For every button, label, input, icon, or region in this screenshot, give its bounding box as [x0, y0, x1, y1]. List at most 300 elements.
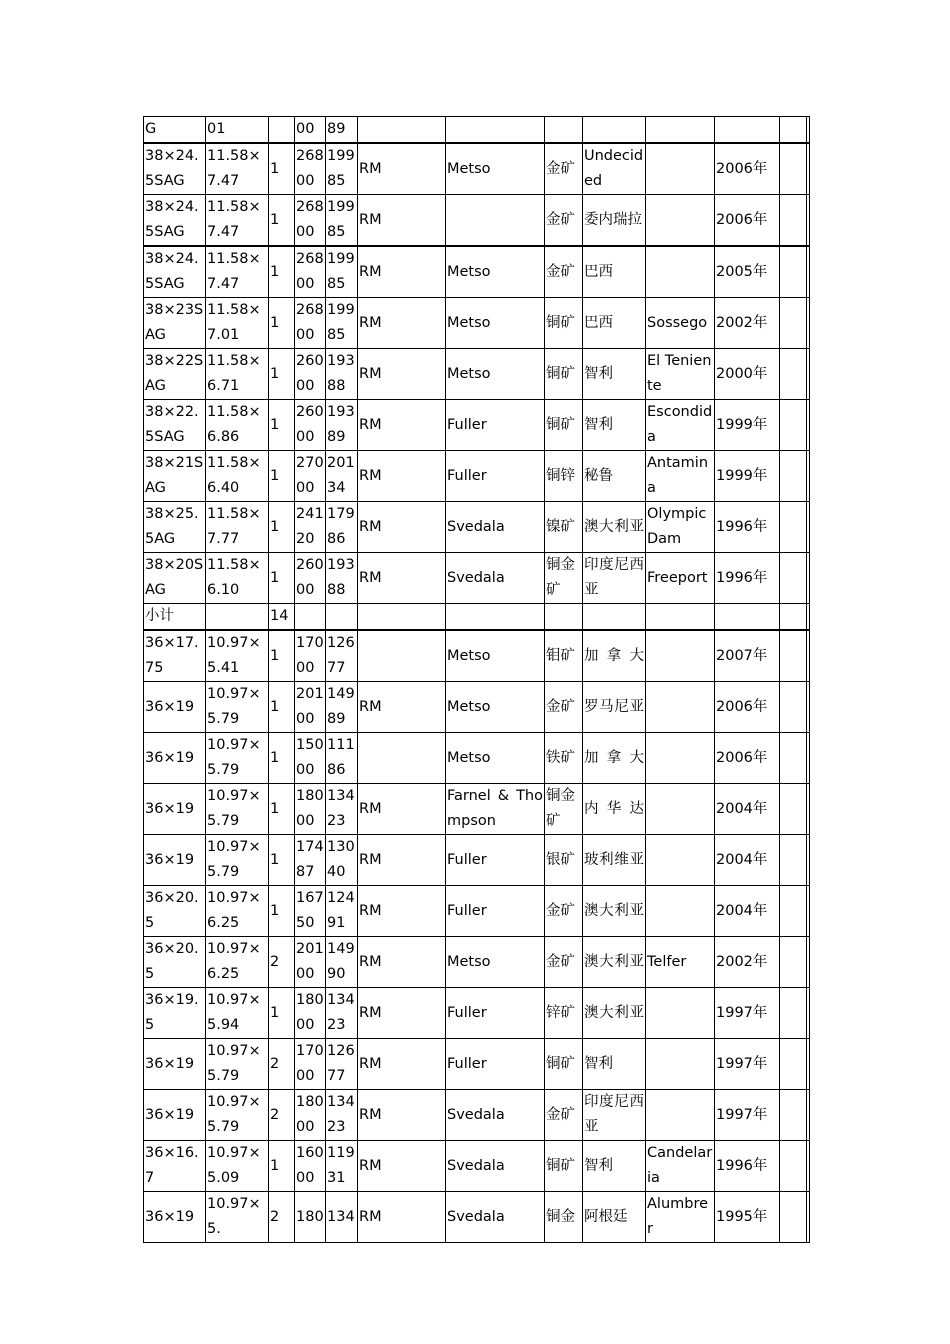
cell-power-kw: 26800 — [295, 246, 326, 298]
cell-manufacturer — [446, 195, 545, 247]
cell-blank — [780, 1039, 807, 1090]
cell-country: 巴西 — [583, 246, 646, 298]
cell-drive-type: RM — [358, 1141, 446, 1192]
cell-dimensions: 10.97×5.79 — [206, 733, 269, 784]
cell-year: 2006年 — [715, 733, 780, 784]
cell-power-kw: 26000 — [295, 553, 326, 604]
cell-year: 1996年 — [715, 502, 780, 553]
cell-country: 秘鲁 — [583, 451, 646, 502]
cell-manufacturer — [446, 604, 545, 631]
cell-mineral — [545, 117, 583, 144]
cell-power-kw: 20100 — [295, 937, 326, 988]
cell-year: 2002年 — [715, 298, 780, 349]
cell-blank — [780, 1141, 807, 1192]
cell-power-kw: 16750 — [295, 886, 326, 937]
cell-power-hp: 19388 — [326, 349, 358, 400]
cell-quantity: 2 — [269, 1192, 295, 1243]
cell-year: 1999年 — [715, 400, 780, 451]
cell-quantity: 1 — [269, 349, 295, 400]
cell-blank — [780, 451, 807, 502]
cell-power-hp: 12491 — [326, 886, 358, 937]
cell-power-hp: 11186 — [326, 733, 358, 784]
cell-country: 澳大利亚 — [583, 502, 646, 553]
cell-power-hp: 14989 — [326, 682, 358, 733]
cell-mineral: 镍矿 — [545, 502, 583, 553]
cell-power-kw: 18000 — [295, 988, 326, 1039]
cell-mineral: 铜金 — [545, 1192, 583, 1243]
cell-mine — [646, 195, 715, 247]
cell-edge — [807, 937, 810, 988]
cell-mine — [646, 682, 715, 733]
cell-drive-type — [358, 604, 446, 631]
cell-quantity: 1 — [269, 835, 295, 886]
cell-mineral: 金矿 — [545, 246, 583, 298]
cell-mill-size: 38×23SAG — [144, 298, 206, 349]
table-row — [144, 117, 810, 144]
cell-mineral: 金矿 — [545, 1090, 583, 1141]
cell-edge — [807, 502, 810, 553]
table-row — [144, 630, 810, 682]
cell-quantity: 1 — [269, 1141, 295, 1192]
cell-mineral: 铜金矿 — [545, 784, 583, 835]
cell-year: 2004年 — [715, 886, 780, 937]
cell-blank — [780, 682, 807, 733]
cell-manufacturer: Metso — [446, 937, 545, 988]
cell-mine — [646, 630, 715, 682]
cell-dimensions: 11.58×7.77 — [206, 502, 269, 553]
cell-power-kw: 26800 — [295, 195, 326, 247]
cell-edge — [807, 298, 810, 349]
cell-manufacturer: Metso — [446, 298, 545, 349]
cell-power-hp: 13423 — [326, 784, 358, 835]
cell-blank — [780, 246, 807, 298]
cell-quantity: 1 — [269, 246, 295, 298]
cell-manufacturer: Farnel & Thompson — [446, 784, 545, 835]
cell-quantity: 1 — [269, 502, 295, 553]
cell-power-hp: 20134 — [326, 451, 358, 502]
cell-year: 1997年 — [715, 988, 780, 1039]
cell-drive-type: RM — [358, 886, 446, 937]
table-row — [144, 349, 810, 400]
cell-year: 1997年 — [715, 1039, 780, 1090]
cell-quantity: 1 — [269, 733, 295, 784]
cell-edge — [807, 1039, 810, 1090]
cell-year: 2006年 — [715, 195, 780, 247]
cell-blank — [780, 835, 807, 886]
cell-country: 智利 — [583, 349, 646, 400]
cell-mine: Sossego — [646, 298, 715, 349]
table-row — [144, 553, 810, 604]
cell-blank — [780, 784, 807, 835]
cell-power-kw: 17000 — [295, 630, 326, 682]
cell-drive-type: RM — [358, 246, 446, 298]
cell-dimensions: 11.58×7.47 — [206, 246, 269, 298]
cell-mineral: 铁矿 — [545, 733, 583, 784]
cell-dimensions: 11.58×7.01 — [206, 298, 269, 349]
cell-drive-type: RM — [358, 502, 446, 553]
cell-mineral: 金矿 — [545, 143, 583, 195]
cell-power-kw: 27000 — [295, 451, 326, 502]
cell-country: 澳大利亚 — [583, 937, 646, 988]
table-row — [144, 502, 810, 553]
cell-year: 1996年 — [715, 1141, 780, 1192]
cell-dimensions: 10.97×5.41 — [206, 630, 269, 682]
cell-year: 2007年 — [715, 630, 780, 682]
cell-country: 委内瑞拉 — [583, 195, 646, 247]
cell-drive-type: RM — [358, 682, 446, 733]
cell-drive-type: RM — [358, 835, 446, 886]
cell-blank — [780, 733, 807, 784]
cell-country: 智利 — [583, 1039, 646, 1090]
cell-mineral: 铜金矿 — [545, 553, 583, 604]
cell-power-hp: 89 — [326, 117, 358, 144]
cell-mine: Candelaria — [646, 1141, 715, 1192]
cell-power-hp: 13423 — [326, 1090, 358, 1141]
cell-dimensions: 01 — [206, 117, 269, 144]
cell-edge — [807, 733, 810, 784]
cell-dimensions: 10.97×5.79 — [206, 682, 269, 733]
cell-power-kw: 26800 — [295, 143, 326, 195]
cell-power-hp: 12677 — [326, 630, 358, 682]
cell-quantity: 2 — [269, 1039, 295, 1090]
cell-edge — [807, 886, 810, 937]
cell-power-kw: 16000 — [295, 1141, 326, 1192]
cell-country: 内华达 — [583, 784, 646, 835]
cell-mill-size: G — [144, 117, 206, 144]
cell-power-hp — [326, 604, 358, 631]
cell-edge — [807, 1192, 810, 1243]
cell-dimensions: 11.58×7.47 — [206, 143, 269, 195]
cell-quantity: 14 — [269, 604, 295, 631]
cell-power-kw: 18000 — [295, 1090, 326, 1141]
cell-power-hp: 134 — [326, 1192, 358, 1243]
cell-mine — [646, 604, 715, 631]
cell-blank — [780, 604, 807, 631]
table-row — [144, 784, 810, 835]
cell-power-hp: 19985 — [326, 195, 358, 247]
cell-country: 巴西 — [583, 298, 646, 349]
cell-quantity: 1 — [269, 400, 295, 451]
cell-dimensions: 10.97×5.94 — [206, 988, 269, 1039]
cell-manufacturer: Fuller — [446, 835, 545, 886]
cell-drive-type: RM — [358, 784, 446, 835]
cell-edge — [807, 1141, 810, 1192]
cell-mine: Olympic Dam — [646, 502, 715, 553]
cell-dimensions: 10.97×5.79 — [206, 1039, 269, 1090]
cell-power-kw — [295, 604, 326, 631]
cell-quantity: 2 — [269, 1090, 295, 1141]
cell-power-kw: 20100 — [295, 682, 326, 733]
cell-blank — [780, 195, 807, 247]
cell-power-kw: 26800 — [295, 298, 326, 349]
cell-mill-size: 36×19 — [144, 1090, 206, 1141]
cell-year: 2004年 — [715, 835, 780, 886]
cell-manufacturer: Metso — [446, 143, 545, 195]
cell-dimensions: 10.97×5.09 — [206, 1141, 269, 1192]
cell-edge — [807, 349, 810, 400]
cell-power-kw: 17487 — [295, 835, 326, 886]
cell-manufacturer: Metso — [446, 349, 545, 400]
cell-manufacturer: Metso — [446, 682, 545, 733]
cell-mill-size: 38×24.5SAG — [144, 246, 206, 298]
cell-manufacturer: Fuller — [446, 400, 545, 451]
cell-mineral: 金矿 — [545, 937, 583, 988]
cell-mine — [646, 835, 715, 886]
cell-dimensions: 10.97×5. — [206, 1192, 269, 1243]
cell-mine: Freeport — [646, 553, 715, 604]
cell-edge — [807, 400, 810, 451]
cell-mine: Alumbrer — [646, 1192, 715, 1243]
table-row — [144, 682, 810, 733]
cell-edge — [807, 604, 810, 631]
cell-power-hp: 12677 — [326, 1039, 358, 1090]
cell-mine — [646, 784, 715, 835]
cell-country: 罗马尼亚 — [583, 682, 646, 733]
cell-drive-type: RM — [358, 298, 446, 349]
cell-edge — [807, 117, 810, 144]
cell-mineral: 金矿 — [545, 195, 583, 247]
cell-power-hp: 13040 — [326, 835, 358, 886]
cell-drive-type: RM — [358, 1192, 446, 1243]
cell-blank — [780, 298, 807, 349]
cell-power-hp: 17986 — [326, 502, 358, 553]
cell-year: 1995年 — [715, 1192, 780, 1243]
cell-quantity: 1 — [269, 886, 295, 937]
cell-drive-type: RM — [358, 400, 446, 451]
cell-mineral: 银矿 — [545, 835, 583, 886]
cell-edge — [807, 682, 810, 733]
cell-mill-size: 36×19 — [144, 784, 206, 835]
cell-year: 2004年 — [715, 784, 780, 835]
cell-mill-size: 36×19.5 — [144, 988, 206, 1039]
cell-power-kw: 26000 — [295, 400, 326, 451]
cell-edge — [807, 1090, 810, 1141]
cell-drive-type — [358, 733, 446, 784]
cell-quantity: 1 — [269, 298, 295, 349]
cell-dimensions: 10.97×6.25 — [206, 886, 269, 937]
cell-manufacturer: Fuller — [446, 451, 545, 502]
cell-edge — [807, 246, 810, 298]
cell-blank — [780, 349, 807, 400]
cell-blank — [780, 630, 807, 682]
cell-country: 玻利维亚 — [583, 835, 646, 886]
cell-mine — [646, 886, 715, 937]
table-row — [144, 937, 810, 988]
cell-year: 1996年 — [715, 553, 780, 604]
cell-country: 印度尼西亚 — [583, 1090, 646, 1141]
cell-manufacturer — [446, 117, 545, 144]
cell-quantity: 1 — [269, 143, 295, 195]
cell-year — [715, 117, 780, 144]
cell-mill-size: 38×24.5SAG — [144, 195, 206, 247]
cell-power-kw: 00 — [295, 117, 326, 144]
cell-mill-size: 36×19 — [144, 1192, 206, 1243]
cell-power-hp: 19389 — [326, 400, 358, 451]
cell-quantity: 2 — [269, 937, 295, 988]
cell-mill-size: 38×25.5AG — [144, 502, 206, 553]
cell-country: 阿根廷 — [583, 1192, 646, 1243]
cell-country: 加拿大 — [583, 733, 646, 784]
cell-year: 2006年 — [715, 143, 780, 195]
cell-country: 澳大利亚 — [583, 988, 646, 1039]
cell-drive-type: RM — [358, 937, 446, 988]
cell-blank — [780, 400, 807, 451]
cell-manufacturer: Svedala — [446, 502, 545, 553]
cell-power-kw: 15000 — [295, 733, 326, 784]
cell-year: 2005年 — [715, 246, 780, 298]
cell-mineral: 金矿 — [545, 886, 583, 937]
cell-mine — [646, 117, 715, 144]
cell-country: Undecided — [583, 143, 646, 195]
cell-year: 1999年 — [715, 451, 780, 502]
cell-mill-size: 38×22SAG — [144, 349, 206, 400]
cell-mineral: 钼矿 — [545, 630, 583, 682]
cell-mine: El Teniente — [646, 349, 715, 400]
cell-mine — [646, 988, 715, 1039]
cell-drive-type: RM — [358, 1039, 446, 1090]
cell-country: 印度尼西亚 — [583, 553, 646, 604]
cell-manufacturer: Metso — [446, 630, 545, 682]
cell-blank — [780, 553, 807, 604]
cell-dimensions: 11.58×6.86 — [206, 400, 269, 451]
cell-manufacturer: Svedala — [446, 1090, 545, 1141]
cell-drive-type — [358, 117, 446, 144]
cell-country — [583, 117, 646, 144]
cell-manufacturer: Metso — [446, 246, 545, 298]
cell-country: 加拿大 — [583, 630, 646, 682]
table-row — [144, 604, 810, 631]
cell-power-kw: 26000 — [295, 349, 326, 400]
cell-edge — [807, 451, 810, 502]
cell-drive-type: RM — [358, 349, 446, 400]
cell-mill-size: 38×24.5SAG — [144, 143, 206, 195]
cell-blank — [780, 1192, 807, 1243]
cell-dimensions — [206, 604, 269, 631]
cell-mill-size: 36×19 — [144, 835, 206, 886]
cell-year: 2000年 — [715, 349, 780, 400]
table-row — [144, 988, 810, 1039]
cell-mineral — [545, 604, 583, 631]
cell-mineral: 铜矿 — [545, 298, 583, 349]
cell-mill-size: 36×20.5 — [144, 886, 206, 937]
cell-power-hp: 19985 — [326, 298, 358, 349]
cell-dimensions: 11.58×6.71 — [206, 349, 269, 400]
cell-manufacturer: Fuller — [446, 988, 545, 1039]
cell-mill-size: 36×19 — [144, 1039, 206, 1090]
cell-mineral: 铜矿 — [545, 349, 583, 400]
cell-manufacturer: Fuller — [446, 1039, 545, 1090]
cell-edge — [807, 143, 810, 195]
table-row — [144, 1141, 810, 1192]
mill-table — [143, 116, 810, 1243]
cell-quantity: 1 — [269, 195, 295, 247]
cell-blank — [780, 937, 807, 988]
cell-blank — [780, 117, 807, 144]
cell-power-hp: 19985 — [326, 246, 358, 298]
cell-blank — [780, 143, 807, 195]
table-row — [144, 1192, 810, 1243]
cell-year: 1997年 — [715, 1090, 780, 1141]
cell-blank — [780, 988, 807, 1039]
cell-mineral: 铜矿 — [545, 1141, 583, 1192]
cell-blank — [780, 502, 807, 553]
cell-power-kw: 24120 — [295, 502, 326, 553]
cell-manufacturer: Svedala — [446, 553, 545, 604]
cell-drive-type: RM — [358, 143, 446, 195]
cell-drive-type: RM — [358, 553, 446, 604]
table-row — [144, 886, 810, 937]
cell-edge — [807, 195, 810, 247]
cell-edge — [807, 835, 810, 886]
cell-mine: Antamina — [646, 451, 715, 502]
cell-mill-size: 36×19 — [144, 682, 206, 733]
cell-mill-size: 36×20.5 — [144, 937, 206, 988]
cell-country: 智利 — [583, 400, 646, 451]
cell-mill-size: 38×21SAG — [144, 451, 206, 502]
cell-drive-type: RM — [358, 988, 446, 1039]
cell-mill-size: 36×19 — [144, 733, 206, 784]
cell-quantity: 1 — [269, 784, 295, 835]
cell-manufacturer: Fuller — [446, 886, 545, 937]
cell-mine — [646, 1090, 715, 1141]
cell-power-kw: 17000 — [295, 1039, 326, 1090]
table-row — [144, 451, 810, 502]
cell-year — [715, 604, 780, 631]
cell-power-kw: 18000 — [295, 784, 326, 835]
cell-year: 2002年 — [715, 937, 780, 988]
table-row — [144, 835, 810, 886]
cell-manufacturer: Metso — [446, 733, 545, 784]
cell-mine — [646, 143, 715, 195]
cell-edge — [807, 784, 810, 835]
cell-mineral: 铜矿 — [545, 400, 583, 451]
cell-mill-size: 小计 — [144, 604, 206, 631]
cell-mine — [646, 246, 715, 298]
cell-quantity: 1 — [269, 553, 295, 604]
cell-dimensions: 11.58×6.10 — [206, 553, 269, 604]
cell-power-hp: 14990 — [326, 937, 358, 988]
table-row — [144, 195, 810, 247]
cell-quantity: 1 — [269, 682, 295, 733]
cell-edge — [807, 630, 810, 682]
cell-dimensions: 10.97×5.79 — [206, 835, 269, 886]
table-row — [144, 246, 810, 298]
cell-drive-type: RM — [358, 451, 446, 502]
cell-country: 澳大利亚 — [583, 886, 646, 937]
cell-mineral: 金矿 — [545, 682, 583, 733]
cell-power-kw: 180 — [295, 1192, 326, 1243]
table-row — [144, 1090, 810, 1141]
table-row — [144, 1039, 810, 1090]
cell-edge — [807, 553, 810, 604]
cell-dimensions: 11.58×7.47 — [206, 195, 269, 247]
cell-drive-type: RM — [358, 1090, 446, 1141]
table-row — [144, 298, 810, 349]
cell-year: 2006年 — [715, 682, 780, 733]
cell-quantity: 1 — [269, 630, 295, 682]
cell-mineral: 铜矿 — [545, 1039, 583, 1090]
cell-edge — [807, 988, 810, 1039]
cell-mineral: 铜锌 — [545, 451, 583, 502]
cell-dimensions: 10.97×5.79 — [206, 1090, 269, 1141]
cell-mine — [646, 733, 715, 784]
table-row — [144, 400, 810, 451]
cell-country: 智利 — [583, 1141, 646, 1192]
cell-drive-type: RM — [358, 195, 446, 247]
cell-mineral: 锌矿 — [545, 988, 583, 1039]
cell-mill-size: 38×22.5SAG — [144, 400, 206, 451]
table-row — [144, 143, 810, 195]
